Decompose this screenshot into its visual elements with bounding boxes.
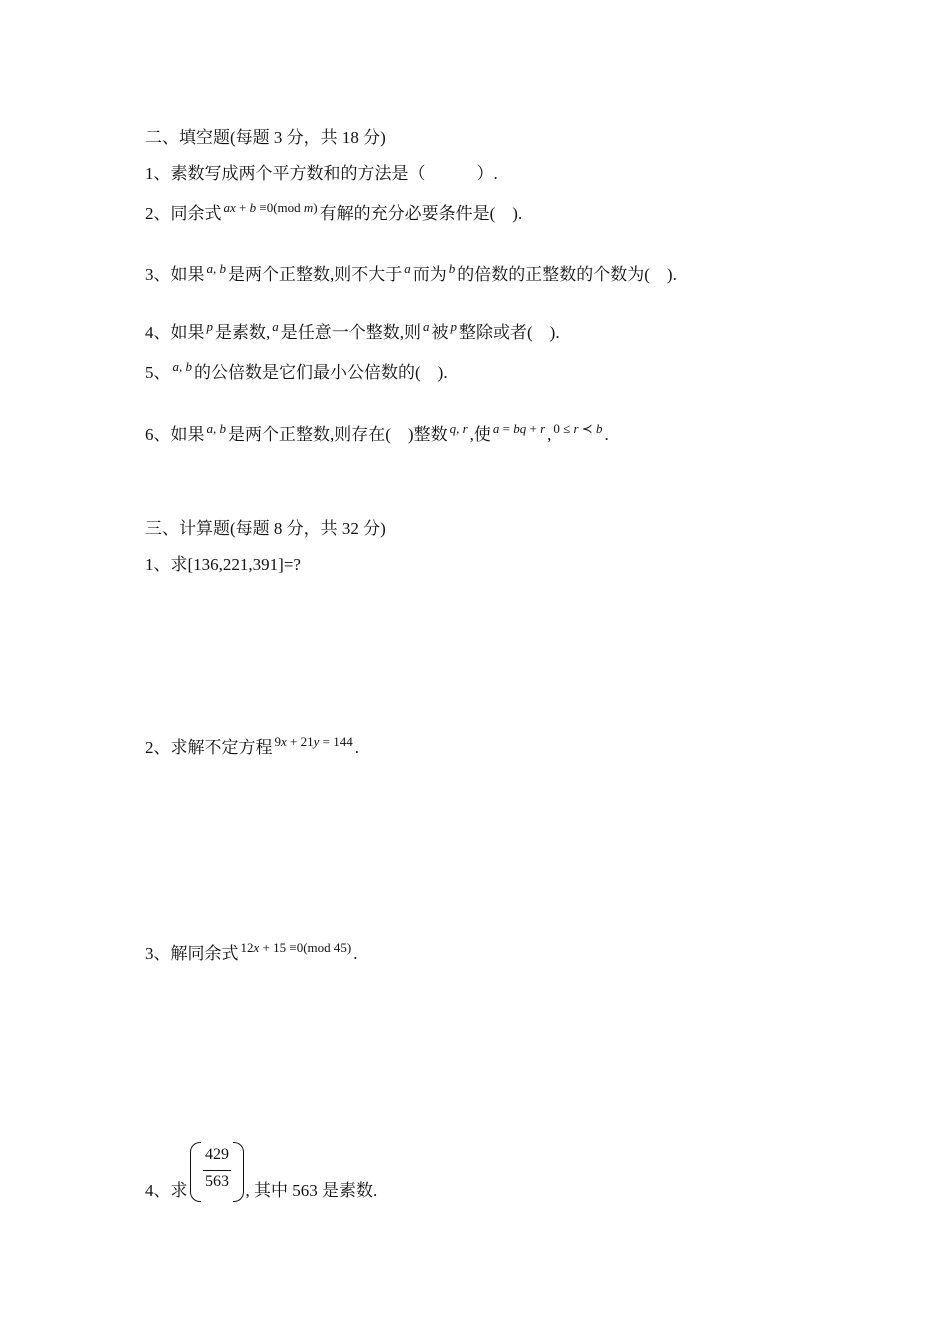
fill-q4 xyxy=(145,319,560,345)
fill-q3-pre: 3、如果 xyxy=(145,265,205,284)
fill-q5-post: 的公倍数是它们最小公倍数的( ). xyxy=(194,363,448,382)
legendre-numerator: 429 xyxy=(205,1146,229,1163)
fill-q3-mid2: 而为 xyxy=(412,265,447,284)
fill-q3-math-ab: a, b xyxy=(206,261,226,276)
fill-q2-post: 有解的充分必要条件是( ). xyxy=(319,204,523,223)
fill-q4-math-p2: p xyxy=(450,319,457,334)
legendre-symbol xyxy=(190,1142,244,1202)
fill-q6-math-qr: q, r xyxy=(449,421,468,436)
fill-q6-mid2: ,使 xyxy=(469,425,491,444)
section2-heading: 二、填空题(每题 3 分，共 18 分) xyxy=(145,128,386,147)
fill-q5-pre: 5、 xyxy=(145,363,171,382)
fill-q2 xyxy=(145,200,523,226)
fill-q4-mid3: 被 xyxy=(431,323,449,342)
fill-q6-math-ineq: 0 ≤ r ≺ b xyxy=(553,421,603,436)
fill-q4-math-p: p xyxy=(206,319,213,334)
fill-q6-mid1: 是两个正整数,则存在( )整数 xyxy=(228,425,448,444)
section3-heading: 三、计算题(每题 8 分，共 32 分) xyxy=(145,519,386,538)
fill-q6 xyxy=(145,421,609,447)
calc-q3-pre: 3、解同余式 xyxy=(145,944,239,963)
fill-q3-math-a: a xyxy=(404,261,411,276)
fraction-bar xyxy=(203,1170,231,1171)
calc-q3-post: . xyxy=(353,944,358,963)
fill-q6-mid3: , xyxy=(547,425,552,444)
legendre-denominator: 563 xyxy=(205,1173,229,1190)
fill-q4-mid1: 是素数, xyxy=(215,323,271,342)
calc-q2 xyxy=(145,734,359,760)
fill-q6-math-eq: a = bq + r xyxy=(492,421,546,436)
fill-q5-math-ab: a, b xyxy=(172,359,192,374)
calc-q3-congruence: 12x + 15 ≡0(mod 45) xyxy=(240,940,352,955)
fill-q4-mid2: 是任意一个整数,则 xyxy=(280,323,421,342)
calc-q2-pre: 2、求解不定方程 xyxy=(145,738,273,757)
left-paren xyxy=(190,1142,201,1202)
fill-q1: 1、素数写成两个平方数和的方法是（ ）. xyxy=(145,164,498,183)
right-paren xyxy=(233,1142,244,1202)
calc-q4-pre: 4、求 xyxy=(145,1181,188,1200)
fill-q2-formula: ax + b ≡0(mod m) xyxy=(223,200,318,215)
fill-q4-math-a: a xyxy=(272,319,279,334)
fill-q6-pre: 6、如果 xyxy=(145,425,205,444)
calc-q1: 1、求[136,221,391]=? xyxy=(145,555,301,574)
calc-q2-post: . xyxy=(354,738,359,757)
fill-q2-pre: 2、同余式 xyxy=(145,204,222,223)
fill-q4-math-a2: a xyxy=(423,319,430,334)
fill-q5 xyxy=(145,359,448,385)
fill-q3 xyxy=(145,261,677,287)
calc-q3 xyxy=(145,940,358,966)
fill-q3-post: 的倍数的正整数的个数为( ). xyxy=(457,265,677,284)
fill-q4-pre: 4、如果 xyxy=(145,323,205,342)
fill-q6-post: . xyxy=(604,425,609,444)
calc-q2-equation: 9x + 21y = 144 xyxy=(274,734,353,749)
calc-q4 xyxy=(145,1180,377,1202)
fill-q3-mid1: 是两个正整数,则不大于 xyxy=(228,265,403,284)
fill-q3-math-b: b xyxy=(448,261,456,276)
calc-q4-post: , 其中 563 是素数. xyxy=(245,1181,378,1200)
fill-q4-post: 整除或者( ). xyxy=(459,323,560,342)
fill-q6-math-ab: a, b xyxy=(206,421,226,436)
